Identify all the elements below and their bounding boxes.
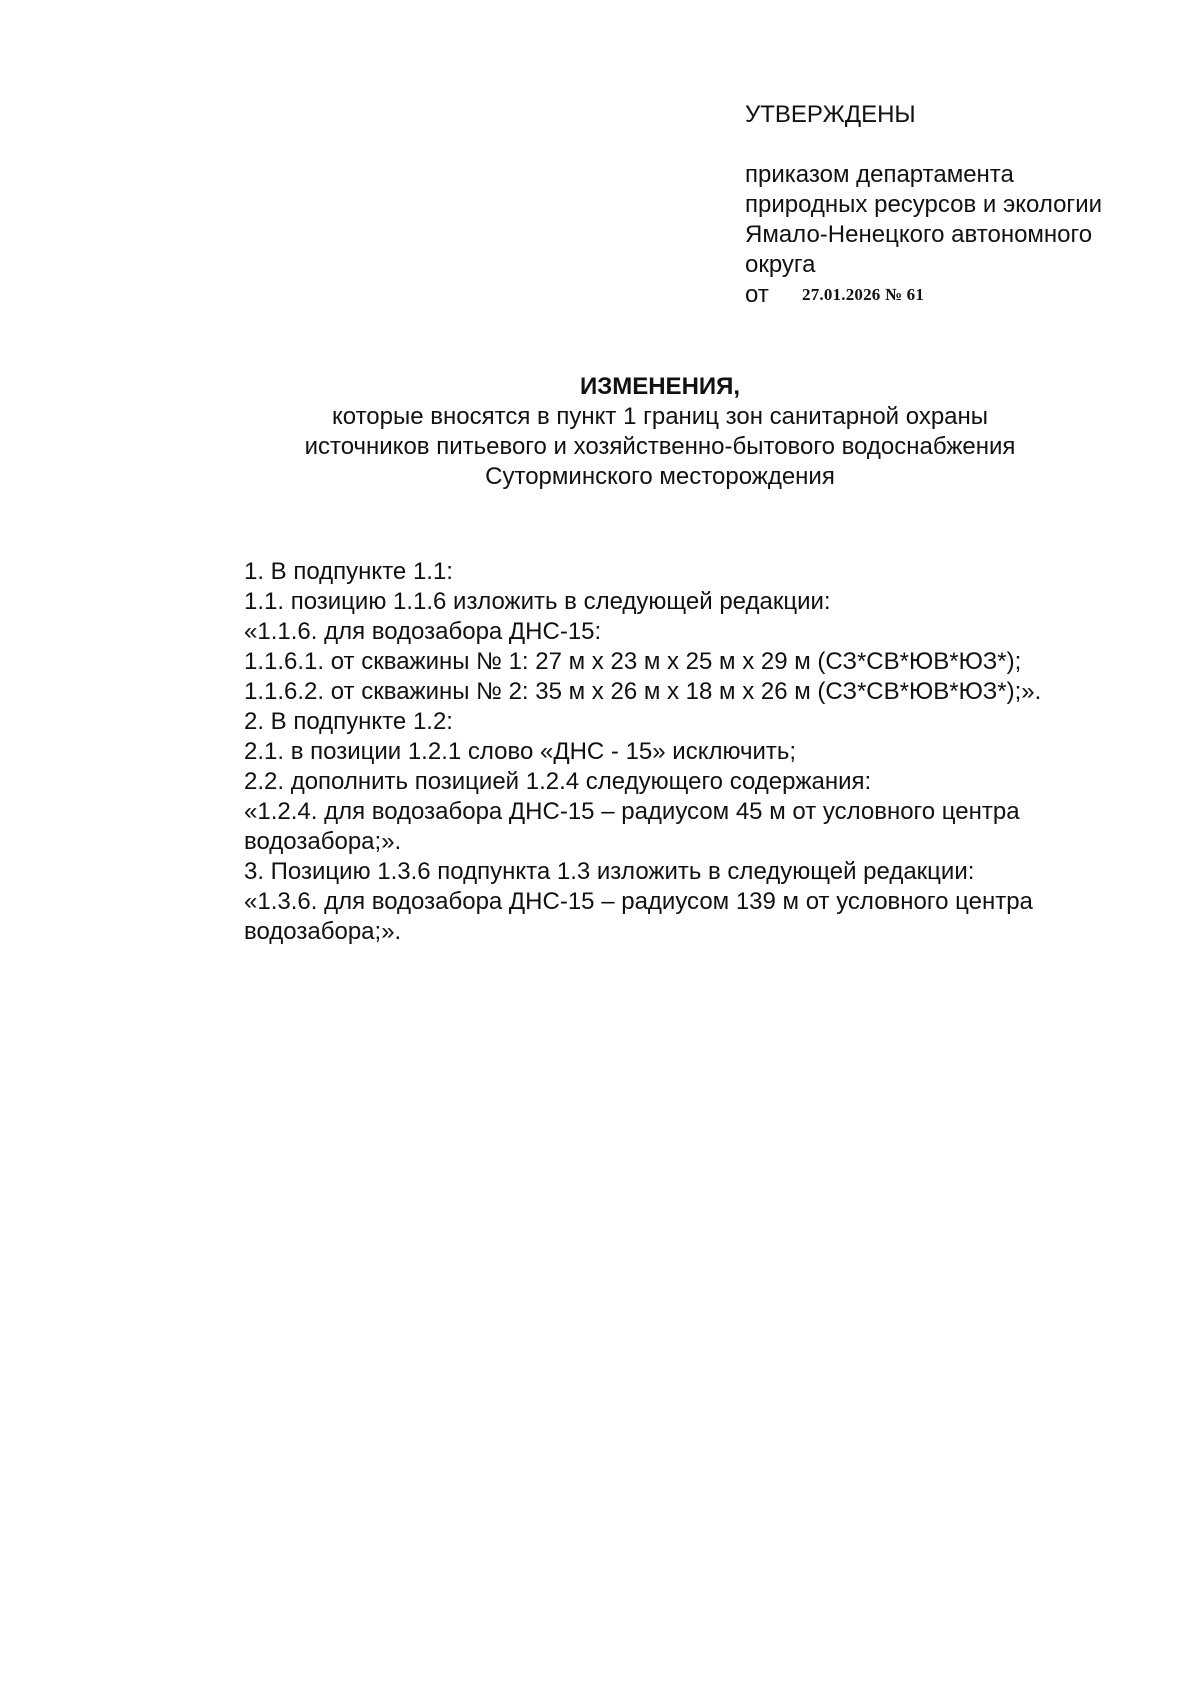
body-line: водозабора;». [244, 918, 402, 945]
body-line: 2.1. в позиции 1.2.1 слово «ДНС - 15» исключить; [244, 738, 797, 765]
body-line: 3. Позицию 1.3.6 подпункта 1.3 изложить в следующей редакции: [244, 858, 975, 885]
body-line: водозабора;». [244, 828, 402, 855]
body-line: «1.1.6. для водозабора ДНС-15: [244, 618, 602, 645]
document-body [244, 557, 1144, 947]
heading-title: ИЗМЕНЕНИЯ, [579, 373, 741, 400]
body-line: «1.3.6. для водозабора ДНС-15 – радиусом 139 м от условного центра [244, 888, 1033, 915]
heading-line: Суторминского месторождения [485, 463, 835, 490]
approval-title: УТВЕРЖДЕНЫ [745, 101, 916, 128]
approval-block [745, 100, 1165, 312]
approval-line: приказом департамента [745, 161, 1014, 188]
heading-line: источников питьевого и хозяйственно-бытового водоснабжения [304, 433, 1016, 460]
body-line: 1.1.6.2. от скважины № 2: 35 м х 26 м х 18 м х 26 м (СЗ*СВ*ЮВ*ЮЗ*);». [244, 678, 1042, 705]
approval-date-row [745, 280, 1165, 312]
body-line: 1. В подпункте 1.1: [244, 558, 453, 585]
approval-line: Ямало-Ненецкого автономного [745, 221, 1093, 248]
body-line: 2. В подпункте 1.2: [244, 708, 453, 735]
document-heading [0, 372, 1200, 492]
date-stamp: 27.01.2026 № 61 [802, 285, 925, 304]
body-line: «1.2.4. для водозабора ДНС-15 – радиусом 45 м от условного центра [244, 798, 1020, 825]
body-line: 2.2. дополнить позицией 1.2.4 следующего содержания: [244, 768, 872, 795]
heading-line: которые вносятся в пункт 1 границ зон санитарной охраны [331, 403, 989, 430]
date-label: от [745, 281, 769, 308]
body-line: 1.1.6.1. от скважины № 1: 27 м х 23 м х 25 м х 29 м (СЗ*СВ*ЮВ*ЮЗ*); [244, 648, 1022, 675]
approval-line: природных ресурсов и экологии [745, 191, 1102, 218]
approval-line: округа [745, 251, 816, 278]
body-line: 1.1. позицию 1.1.6 изложить в следующей редакции: [244, 588, 831, 615]
